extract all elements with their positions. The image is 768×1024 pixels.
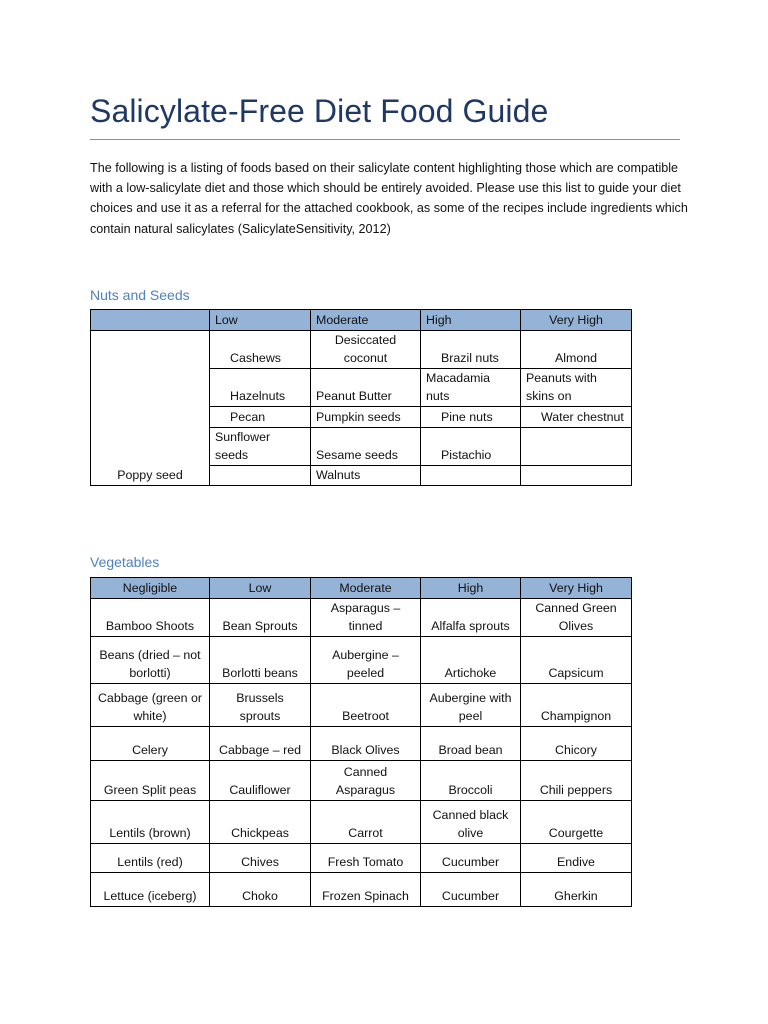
table-cell: Aubergine with peel — [421, 684, 521, 727]
nuts-seeds-table — [90, 309, 632, 486]
header-cell: Very High — [521, 578, 632, 599]
table-cell: Walnuts — [311, 466, 421, 486]
header-cell: Moderate — [311, 310, 421, 331]
table-cell: Canned Asparagus — [311, 761, 421, 801]
header-cell: Very High — [521, 310, 632, 331]
table-row — [91, 331, 632, 369]
page-title: Salicylate-Free Diet Food Guide — [90, 93, 549, 129]
table-row — [91, 761, 632, 801]
header-cell: Low — [210, 578, 311, 599]
header-cell: Negligible — [91, 578, 210, 599]
table-cell: Pumpkin seeds — [311, 407, 421, 428]
table-cell: Carrot — [311, 801, 421, 844]
table-cell: Courgette — [521, 801, 632, 844]
table-cell: Brazil nuts — [421, 331, 521, 369]
table-cell: Lentils (brown) — [91, 801, 210, 844]
table-cell: Pecan — [210, 407, 311, 428]
table-cell: Asparagus – tinned — [311, 599, 421, 637]
table-cell: Fresh Tomato — [311, 844, 421, 873]
table-cell — [210, 466, 311, 486]
table-cell: Hazelnuts — [210, 369, 311, 407]
table-cell: Peanut Butter — [311, 369, 421, 407]
table-cell: Aubergine – peeled — [311, 637, 421, 684]
table-cell: Bean Sprouts — [210, 599, 311, 637]
table-cell: Cashews — [210, 331, 311, 369]
table-cell: Celery — [91, 727, 210, 761]
intro-paragraph: The following is a listing of foods based on their salicylate content highlighting those which are compatible with a low-salicylate diet and those which should be entirely avoided. Please use this list to guide your diet choices and use it as a referral for the attached cookbook, as some of the recipes include ingredients which contain natural salicylates (SalicylateSensitivity, 2012) — [90, 161, 688, 236]
nuts-seeds-heading: Nuts and Seeds — [90, 287, 190, 303]
table-cell: Alfalfa sprouts — [421, 599, 521, 637]
table-cell: Broccoli — [421, 761, 521, 801]
table-cell — [521, 428, 632, 466]
table-cell: Gherkin — [521, 873, 632, 907]
table-header-row — [91, 578, 632, 599]
table-cell: Cucumber — [421, 873, 521, 907]
table-cell: Lettuce (iceberg) — [91, 873, 210, 907]
title-underline — [90, 139, 680, 140]
table-row — [91, 599, 632, 637]
table-cell: Cauliflower — [210, 761, 311, 801]
table-cell — [521, 466, 632, 486]
table-cell: Artichoke — [421, 637, 521, 684]
table-cell: Beans (dried – not borlotti) — [91, 637, 210, 684]
table-cell: Almond — [521, 331, 632, 369]
table-row — [91, 801, 632, 844]
table-cell: Cabbage – red — [210, 727, 311, 761]
table-cell: Peanuts with skins on — [521, 369, 632, 407]
table-cell: Borlotti beans — [210, 637, 311, 684]
table-cell: Sunflower seeds — [210, 428, 311, 466]
table-cell: Lentils (red) — [91, 844, 210, 873]
table-cell: Capsicum — [521, 637, 632, 684]
table-cell: Frozen Spinach — [311, 873, 421, 907]
table-cell: Brussels sprouts — [210, 684, 311, 727]
table-header-row — [91, 310, 632, 331]
table-cell: Chili peppers — [521, 761, 632, 801]
table-row — [91, 684, 632, 727]
table-cell: Chives — [210, 844, 311, 873]
table-row — [91, 637, 632, 684]
table-cell: Cucumber — [421, 844, 521, 873]
table-cell: Beetroot — [311, 684, 421, 727]
header-cell — [91, 310, 210, 331]
table-cell: Sesame seeds — [311, 428, 421, 466]
table-cell: Champignon — [521, 684, 632, 727]
table-cell: Chickpeas — [210, 801, 311, 844]
table-cell: Pistachio — [421, 428, 521, 466]
table-cell: Green Split peas — [91, 761, 210, 801]
table-cell: Bamboo Shoots — [91, 599, 210, 637]
table-cell: Choko — [210, 873, 311, 907]
table-cell: Endive — [521, 844, 632, 873]
table-cell: Black Olives — [311, 727, 421, 761]
table-cell: Canned black olive — [421, 801, 521, 844]
header-cell: High — [421, 310, 521, 331]
table-row — [91, 844, 632, 873]
vegetables-heading: Vegetables — [90, 554, 160, 570]
table-cell: Macadamia nuts — [421, 369, 521, 407]
table-cell: Broad bean — [421, 727, 521, 761]
header-cell: High — [421, 578, 521, 599]
table-cell: Canned Green Olives — [521, 599, 632, 637]
table-row — [91, 873, 632, 907]
table-cell — [421, 466, 521, 486]
header-cell: Moderate — [311, 578, 421, 599]
table-cell: Chicory — [521, 727, 632, 761]
table-cell: Poppy seed — [91, 331, 210, 486]
vegetables-table — [90, 577, 632, 907]
table-cell: Cabbage (green or white) — [91, 684, 210, 727]
table-row — [91, 727, 632, 761]
table-cell: Water chestnut — [521, 407, 632, 428]
header-cell: Low — [210, 310, 311, 331]
table-cell: Desiccated coconut — [311, 331, 421, 369]
table-cell: Pine nuts — [421, 407, 521, 428]
